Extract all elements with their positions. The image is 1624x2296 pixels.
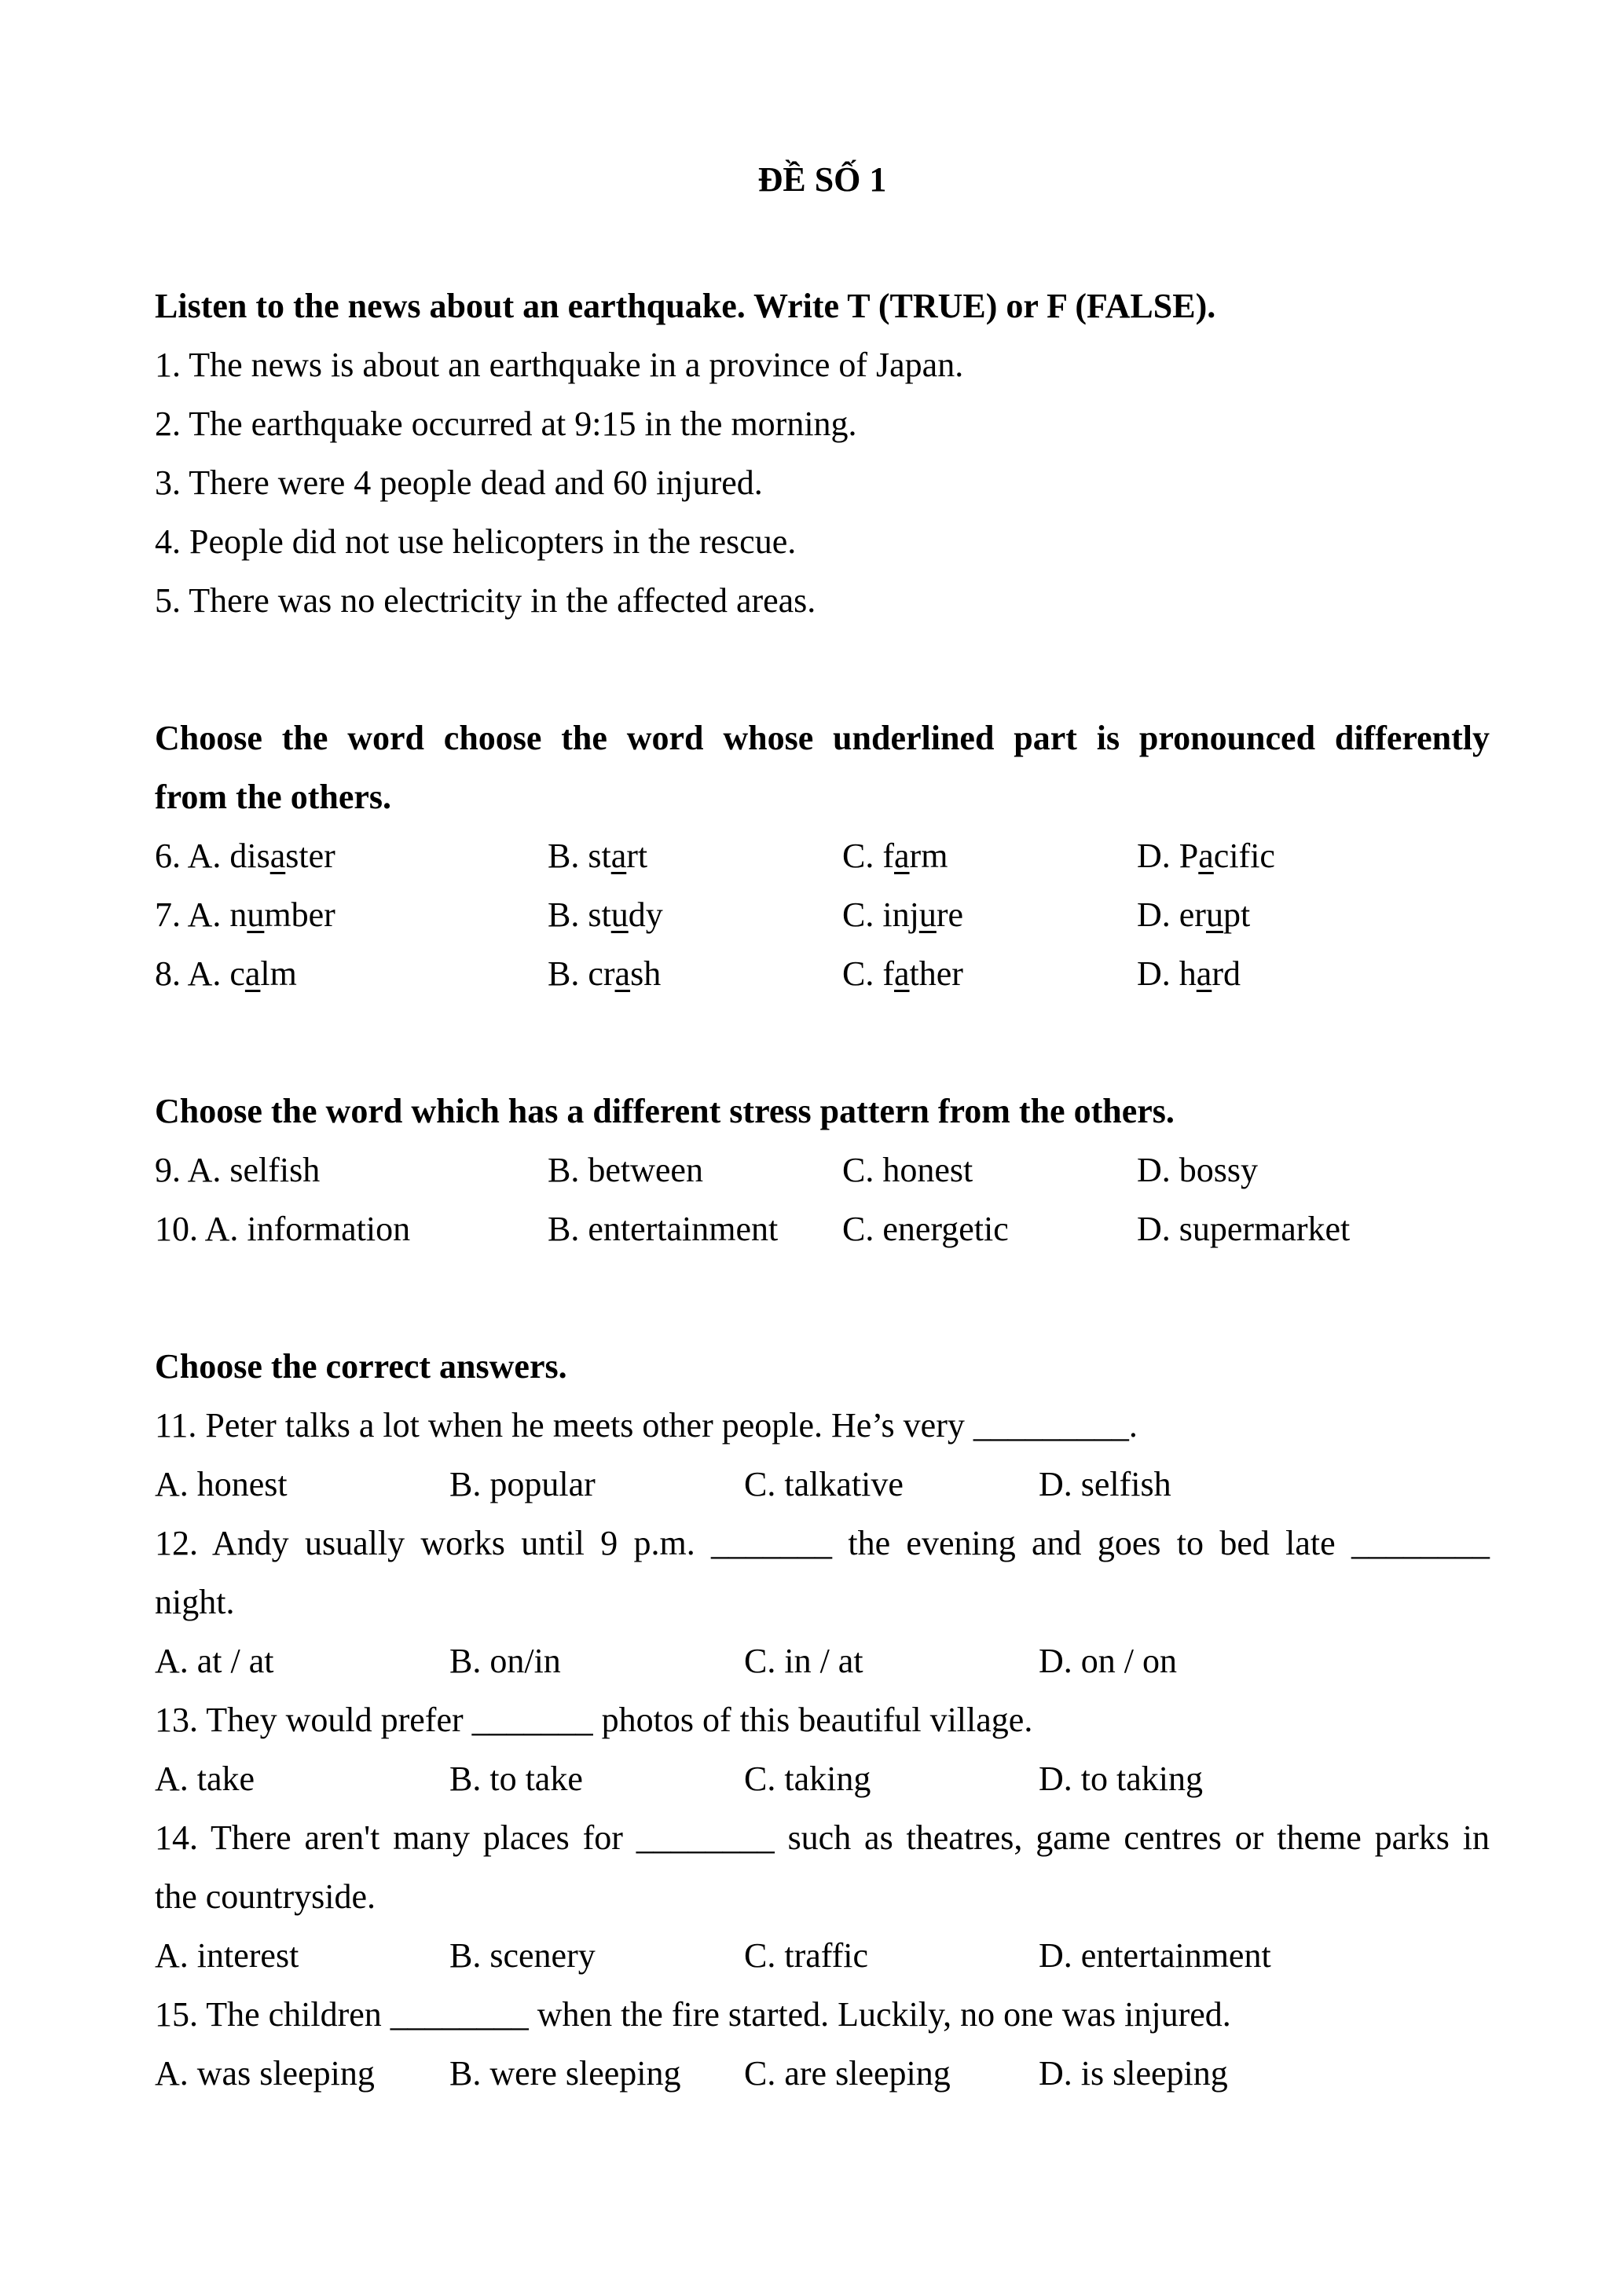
option-word: disaster (229, 837, 335, 875)
option-label: B. (548, 895, 580, 934)
option-6c (842, 826, 1137, 885)
option-12d (1039, 1631, 1490, 1690)
option-12a (155, 1631, 449, 1690)
option-label: B. (548, 954, 580, 993)
option-13a (155, 1749, 449, 1808)
option-6a (155, 826, 548, 885)
option-word: traffic (784, 1936, 869, 1975)
option-label: D. (1039, 1936, 1072, 1975)
option-word: calm (229, 954, 297, 993)
option-word: are sleeping (784, 2054, 951, 2093)
option-label: D. (1137, 1151, 1171, 1189)
option-word: is sleeping (1080, 2054, 1228, 2093)
pronunciation-question-6 (155, 826, 1490, 885)
option-label: C. (744, 2054, 776, 2093)
option-label: A. (187, 837, 222, 875)
option-word: selfish (1080, 1465, 1171, 1503)
tf-item-3: 3. There were 4 people dead and 60 injured. (155, 463, 763, 502)
option-label: B. (449, 1465, 482, 1503)
option-14a (155, 1926, 449, 1985)
question-15-options (155, 2044, 1490, 2103)
option-13c (744, 1749, 1039, 1808)
option-label: B. (548, 1151, 580, 1189)
option-word: were sleeping (489, 2054, 681, 2093)
question-14-stem-line1: 14. There aren't many places for ________ such as theatres, game centres or theme parks in (155, 1818, 1490, 1857)
stress-question-10 (155, 1199, 1490, 1258)
option-label: D. (1137, 895, 1171, 934)
option-word: to take (489, 1760, 583, 1798)
option-14c (744, 1926, 1039, 1985)
option-11a (155, 1455, 449, 1514)
option-word: farm (882, 837, 948, 875)
underlined-letter: u (610, 895, 629, 934)
underlined-letter: u (247, 895, 265, 934)
option-word: was sleeping (196, 2054, 375, 2093)
option-label: C. (842, 1151, 874, 1189)
tf-item-2: 2. The earthquake occurred at 9:15 in the morning. (155, 405, 857, 443)
question-number: 9. (155, 1151, 181, 1189)
underlined-letter: u (1205, 895, 1223, 934)
underlined-letter: a (894, 837, 910, 875)
question-12-stem-line2: night. (155, 1583, 235, 1621)
question-14-stem-line2: the countryside. (155, 1877, 376, 1916)
underlined-letter: a (269, 837, 286, 875)
option-15b (449, 2044, 744, 2103)
option-word: interest (196, 1936, 299, 1975)
option-word: honest (196, 1465, 288, 1503)
option-label: D. (1039, 1642, 1072, 1680)
option-label: D. (1137, 1210, 1171, 1248)
option-word: father (882, 954, 963, 993)
option-12b (449, 1631, 744, 1690)
option-label: A. (155, 1465, 189, 1503)
option-word: study (588, 895, 663, 934)
pronunciation-question-7 (155, 885, 1490, 944)
question-14-options (155, 1926, 1490, 1985)
option-label: B. (449, 1936, 482, 1975)
option-label: A. (187, 1151, 222, 1189)
stress-question-9 (155, 1141, 1490, 1199)
option-10b (548, 1199, 842, 1258)
option-label: C. (744, 1760, 776, 1798)
option-word: injure (882, 895, 963, 934)
option-label: D. (1137, 837, 1171, 875)
option-word: start (588, 837, 648, 875)
option-9a (155, 1141, 548, 1199)
option-word: supermarket (1179, 1210, 1351, 1248)
option-label: A. (155, 1642, 189, 1680)
option-10c (842, 1199, 1137, 1258)
option-8c (842, 944, 1137, 1003)
listening-section-heading: Listen to the news about an earthquake. Write T (TRUE) or F (FALSE). (155, 287, 1216, 325)
question-12-stem-line1: 12. Andy usually works until 9 p.m. _______ the evening and goes to bed late ________ (155, 1524, 1490, 1562)
option-label: D. (1039, 1760, 1072, 1798)
option-label: D. (1039, 1465, 1072, 1503)
option-label: A. (204, 1210, 239, 1248)
question-13-options (155, 1749, 1490, 1808)
option-label: B. (449, 1642, 482, 1680)
option-word: scenery (489, 1936, 596, 1975)
option-word: honest (882, 1151, 973, 1189)
option-label: A. (155, 1760, 189, 1798)
tf-item-5: 5. There was no electricity in the affected areas. (155, 581, 816, 620)
option-label: C. (842, 895, 874, 934)
option-9c (842, 1141, 1137, 1199)
option-label: C. (842, 1210, 874, 1248)
option-10a (155, 1199, 548, 1258)
option-word: at / at (196, 1642, 274, 1680)
option-word: entertainment (588, 1210, 779, 1248)
option-7c (842, 885, 1137, 944)
option-8b (548, 944, 842, 1003)
option-word: number (229, 895, 335, 934)
option-15d (1039, 2044, 1490, 2103)
option-8a (155, 944, 548, 1003)
option-7d (1137, 885, 1490, 944)
underlined-letter: a (1196, 954, 1212, 993)
question-number: 8. (155, 954, 181, 993)
option-14d (1039, 1926, 1490, 1985)
option-13d (1039, 1749, 1490, 1808)
question-13-stem: 13. They would prefer _______ photos of this beautiful village. (155, 1701, 1033, 1739)
option-6b (548, 826, 842, 885)
option-word: energetic (882, 1210, 1009, 1248)
option-word: in / at (784, 1642, 863, 1680)
option-word: crash (588, 954, 662, 993)
option-label: A. (187, 895, 222, 934)
option-label: C. (744, 1465, 776, 1503)
option-word: on/in (489, 1642, 561, 1680)
question-11-stem: 11. Peter talks a lot when he meets other people. He’s very _________. (155, 1406, 1138, 1445)
option-label: B. (548, 1210, 580, 1248)
option-label: B. (449, 1760, 482, 1798)
option-9d (1137, 1141, 1490, 1199)
option-label: C. (842, 954, 874, 993)
option-7a (155, 885, 548, 944)
option-15a (155, 2044, 449, 2103)
pronunciation-question-8 (155, 944, 1490, 1003)
option-label: D. (1039, 2054, 1072, 2093)
option-10d (1137, 1199, 1490, 1258)
tf-item-1: 1. The news is about an earthquake in a province of Japan. (155, 346, 964, 384)
page-title: ĐỀ SỐ 1 (757, 160, 887, 199)
option-word: popular (489, 1465, 596, 1503)
question-12-options (155, 1631, 1490, 1690)
underlined-letter: a (894, 954, 910, 993)
option-label: C. (744, 1936, 776, 1975)
underlined-letter: a (610, 837, 627, 875)
option-15c (744, 2044, 1039, 2103)
option-word: entertainment (1080, 1936, 1271, 1975)
underlined-letter: a (1198, 837, 1214, 875)
underlined-letter: u (918, 895, 937, 934)
multiple-choice-section-heading: Choose the correct answers. (155, 1347, 567, 1386)
question-number: 10. (155, 1210, 198, 1248)
underlined-letter: a (244, 954, 261, 993)
question-15-stem: 15. The children ________ when the fire started. Luckily, no one was injured. (155, 1995, 1231, 2034)
pronunciation-section-heading-line1: Choose the word choose the word whose underlined part is pronounced differently (155, 719, 1490, 757)
question-number: 7. (155, 895, 181, 934)
pronunciation-section-heading-line2: from the others. (155, 778, 391, 816)
option-label: A. (155, 2054, 189, 2093)
option-label: C. (842, 837, 874, 875)
stress-section-heading: Choose the word which has a different stress pattern from the others. (155, 1092, 1175, 1130)
option-9b (548, 1141, 842, 1199)
option-word: to taking (1080, 1760, 1203, 1798)
option-word: erupt (1179, 895, 1251, 934)
option-11c (744, 1455, 1039, 1514)
option-word: selfish (229, 1151, 321, 1189)
underlined-letter: a (614, 954, 631, 993)
option-word: bossy (1179, 1151, 1259, 1189)
option-8d (1137, 944, 1490, 1003)
option-word: Pacific (1179, 837, 1275, 875)
option-label: B. (449, 2054, 482, 2093)
option-label: D. (1137, 954, 1171, 993)
option-14b (449, 1926, 744, 1985)
tf-item-4: 4. People did not use helicopters in the rescue. (155, 522, 797, 561)
option-label: A. (155, 1936, 189, 1975)
option-word: information (247, 1210, 411, 1248)
question-number: 6. (155, 837, 181, 875)
option-word: between (588, 1151, 703, 1189)
option-word: take (196, 1760, 255, 1798)
option-word: talkative (784, 1465, 904, 1503)
option-12c (744, 1631, 1039, 1690)
option-13b (449, 1749, 744, 1808)
option-11b (449, 1455, 744, 1514)
question-11-options (155, 1455, 1490, 1514)
option-7b (548, 885, 842, 944)
option-word: on / on (1080, 1642, 1178, 1680)
option-11d (1039, 1455, 1490, 1514)
option-label: A. (187, 954, 222, 993)
option-6d (1137, 826, 1490, 885)
option-label: C. (744, 1642, 776, 1680)
option-label: B. (548, 837, 580, 875)
option-word: taking (784, 1760, 871, 1798)
option-word: hard (1179, 954, 1241, 993)
